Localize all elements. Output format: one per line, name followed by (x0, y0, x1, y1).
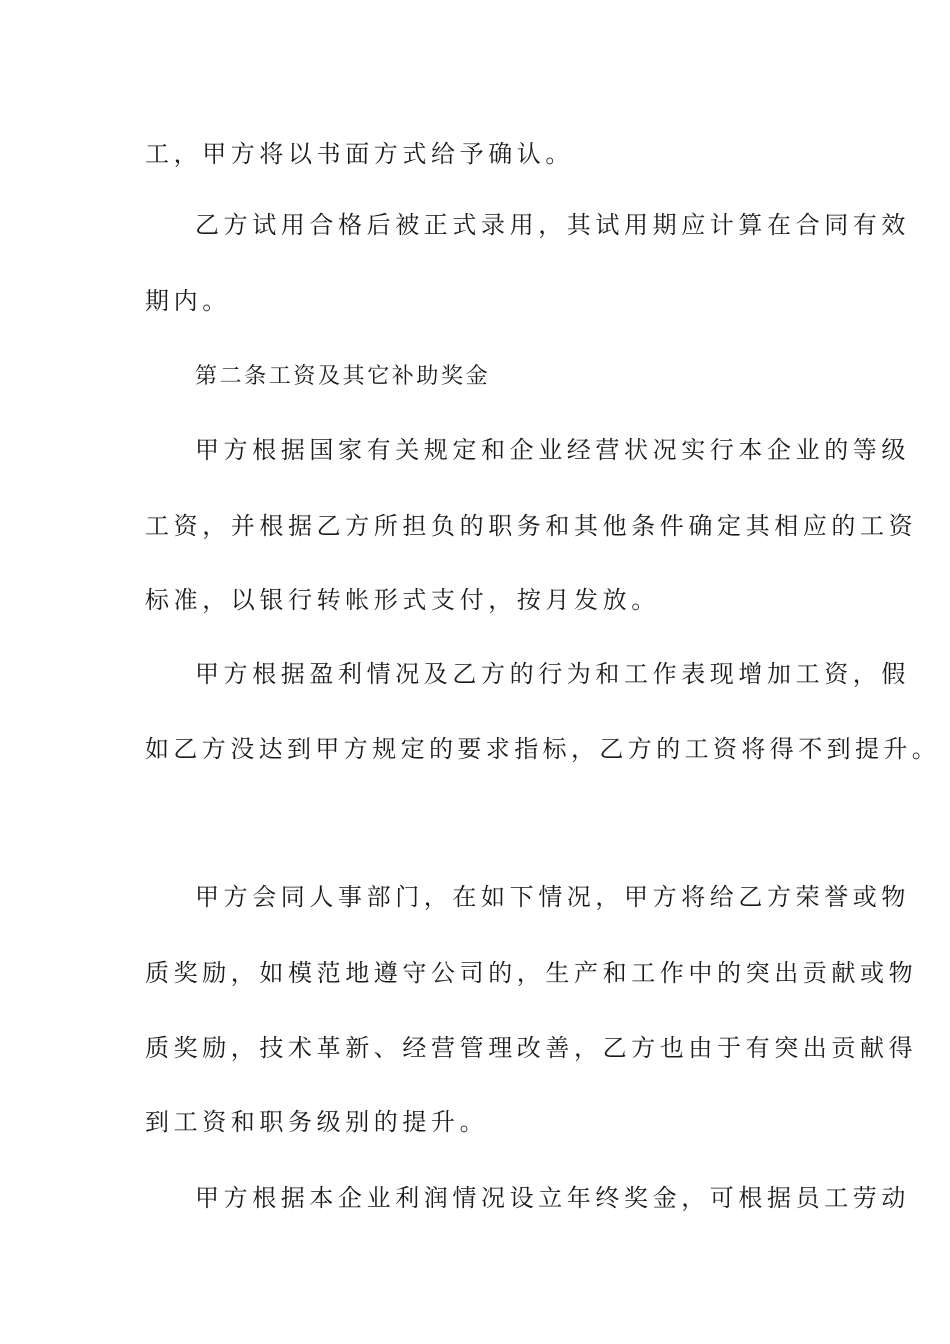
text-line-6: 工资，并根据乙方所担负的职务和其他条件确定其相应的工资 (145, 512, 918, 540)
text-line-2: 乙方试用合格后被正式录用，其试用期应计算在合同有效 (195, 211, 910, 239)
text-line-3: 期内。 (145, 287, 231, 315)
text-line-8: 甲方根据盈利情况及乙方的行为和工作表现增加工资，假 (195, 660, 910, 688)
text-line-1: 工，甲方将以书面方式给予确认。 (145, 140, 574, 168)
text-line-5: 甲方根据国家有关规定和企业经营状况实行本企业的等级 (195, 436, 910, 464)
text-line-7: 标准，以银行转帐形式支付，按月发放。 (145, 586, 660, 614)
text-line-10: 甲方会同人事部门，在如下情况，甲方将给乙方荣誉或物 (195, 883, 910, 911)
section-heading: 第二条工资及其它补助奖金 (195, 364, 491, 389)
text-line-14: 甲方根据本企业利润情况设立年终奖金，可根据员工劳动 (195, 1184, 910, 1212)
text-line-12: 质奖励，技术革新、经营管理改善，乙方也由于有突出贡献得 (145, 1034, 918, 1062)
text-line-11: 质奖励，如模范地遵守公司的，生产和工作中的突出贡献或物 (145, 959, 918, 987)
text-line-9: 如乙方没达到甲方规定的要求指标，乙方的工资将得不到提升。 (145, 735, 941, 763)
text-line-13: 到工资和职务级别的提升。 (145, 1108, 489, 1136)
